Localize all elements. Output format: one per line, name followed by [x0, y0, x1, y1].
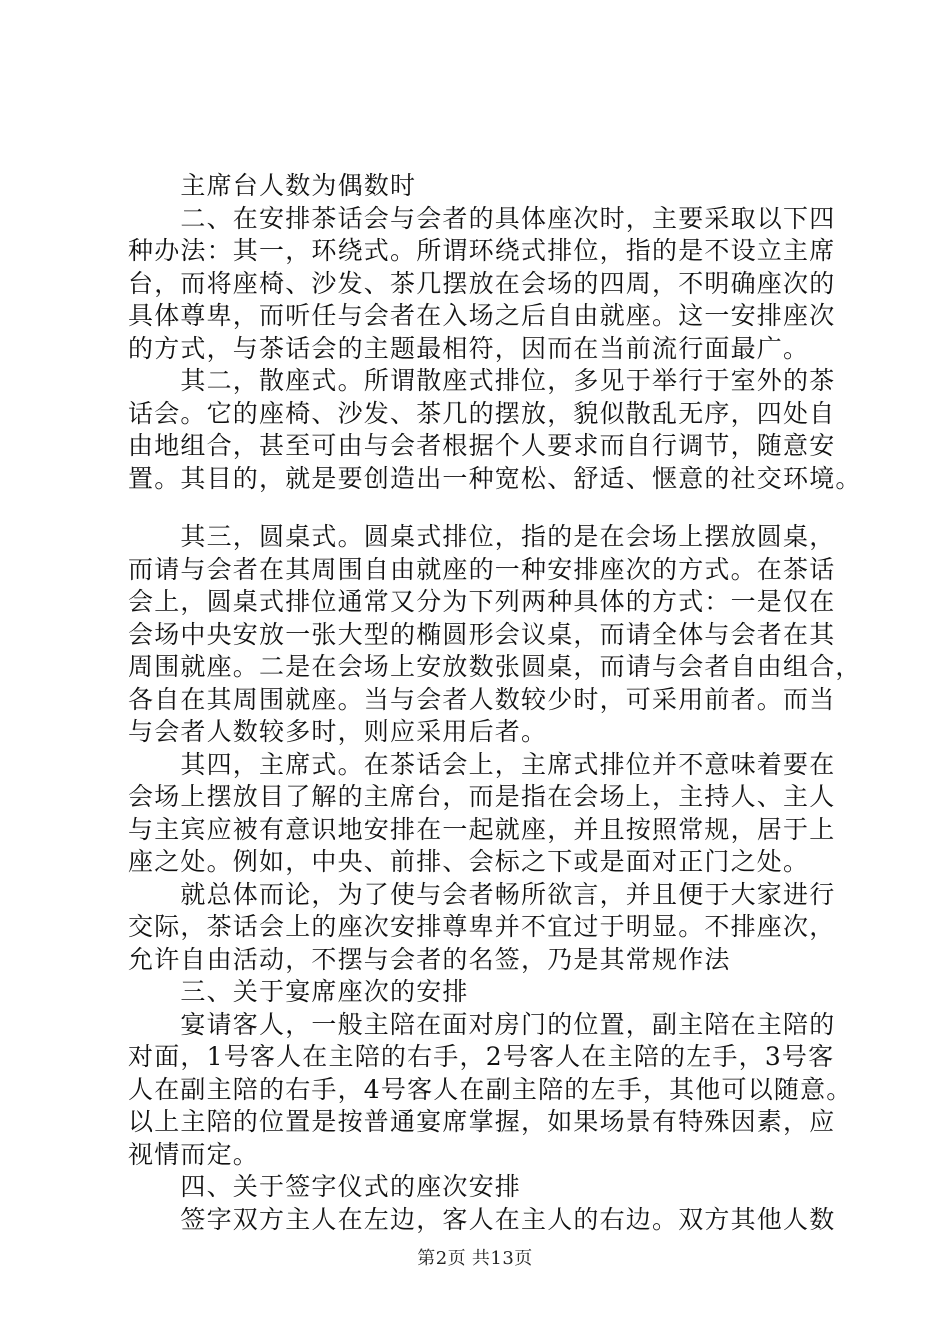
text-line: 二、在安排茶话会与会者的具体座次时，主要采取以下四: [128, 203, 836, 233]
text-line: 置。其目的，就是要创造出一种宽松、舒适、惬意的社交环境。: [128, 463, 862, 493]
text-line: 的方式，与茶话会的主题最相符，因而在当前流行面最广。: [128, 333, 810, 363]
section-heading: 四、关于签字仪式的座次安排: [128, 1172, 522, 1201]
text-line: 宴请客人，一般主陪在面对房门的位置，副主陪在主陪的: [128, 1009, 836, 1039]
page-total: 共13页: [471, 1248, 533, 1269]
text-line: 周围就座。二是在会场上安放数张圆桌，而请与会者自由组合，: [128, 652, 862, 681]
text-line: 其四，主席式。在茶话会上，主席式排位并不意味着要在: [128, 749, 836, 779]
text-line: 会上，圆桌式排位通常又分为下列两种具体的方式：一是仅在: [128, 587, 836, 616]
text-line: 主席台人数为偶数时: [128, 171, 417, 200]
text-line: 与主宾应被有意识地安排在一起就座，并且按照常规，居于上: [128, 814, 836, 844]
text-line: 与会者人数较多时，则应采用后者。: [128, 717, 548, 746]
text-line: 签字双方主人在左边，客人在主人的右边。双方其他人数: [128, 1204, 836, 1234]
text-line: 以上主陪的位置是按普通宴席掌握，如果场景有特殊因素，应: [128, 1107, 836, 1136]
text-line: 视情而定。: [128, 1139, 260, 1169]
text-line: 座之处。例如，中央、前排、会标之下或是面对正门之处。: [128, 847, 810, 876]
section-heading: 三、关于宴席座次的安排: [128, 977, 469, 1006]
text-line: 话会。它的座椅、沙发、茶几的摆放，貌似散乱无序，四处自: [128, 398, 836, 428]
text-line: 其三，圆桌式。圆桌式排位，指的是在会场上摆放圆桌，: [128, 522, 836, 551]
text-line: 具体尊卑，而听任与会者在入场之后自由就座。这一安排座次: [128, 301, 836, 330]
page-number: 第2页: [417, 1248, 467, 1269]
paragraph-gap: [128, 495, 848, 521]
text-line: 其二，散座式。所谓散座式排位，多见于举行于室外的茶: [128, 366, 836, 395]
text-line: 就总体而论，为了使与会者畅所欲言，并且便于大家进行: [128, 879, 836, 909]
text-line: 允许自由活动，不摆与会者的名签，乃是其常规作法: [128, 944, 731, 974]
text-line: 会场中央安放一张大型的椭圆形会议桌，而请全体与会者在其: [128, 619, 836, 649]
text-line: 台，而将座椅、沙发、茶几摆放在会场的四周，不明确座次的: [128, 268, 836, 298]
text-line: 人在副主陪的右手，4号客人在副主陪的左手，其他可以随意。: [128, 1074, 853, 1104]
text-line: 种办法：其一，环绕式。所谓环绕式排位，指的是不设立主席: [128, 236, 836, 265]
text-line: 会场上摆放目了解的主席台，而是指在会场上，主持人、主人: [128, 782, 836, 811]
text-line: 由地组合，甚至可由与会者根据个人要求而自行调节，随意安: [128, 431, 836, 460]
document-body: [128, 170, 862, 1236]
page-footer: [0, 1244, 950, 1270]
text-line: 交际，茶话会上的座次安排尊卑并不宜过于明显。不排座次，: [128, 912, 836, 941]
text-line: 对面，1号客人在主陪的右手，2号客人在主陪的左手，3号客: [128, 1042, 835, 1071]
text-line: 各自在其周围就座。当与会者人数较少时，可采用前者。而当: [128, 684, 836, 714]
text-line: 而请与会者在其周围自由就座的一种安排座次的方式。在茶话: [128, 554, 836, 584]
